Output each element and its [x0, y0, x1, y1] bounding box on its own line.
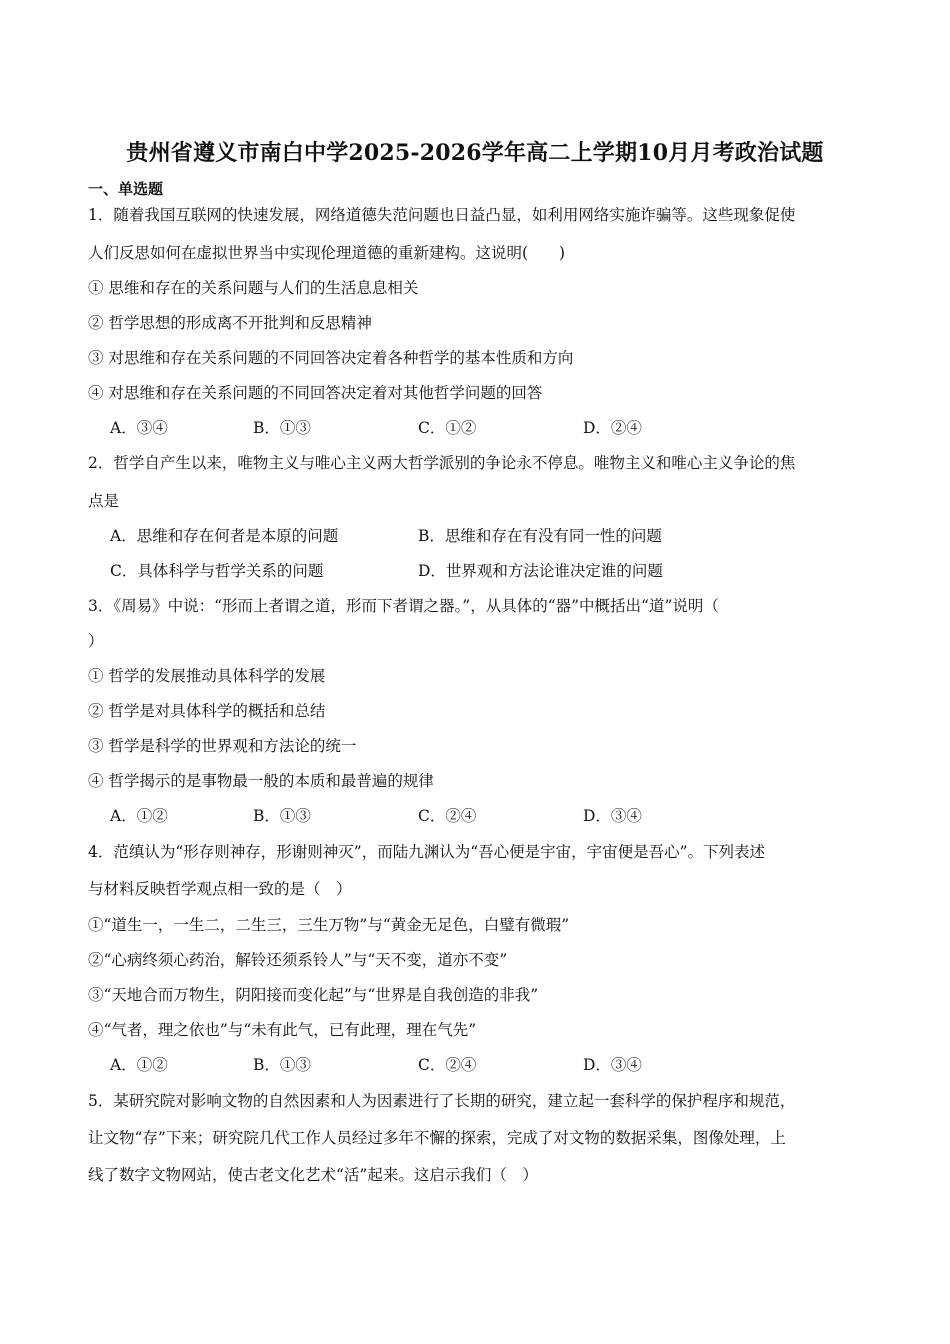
q1-item-3: ③ 对思维和存在关系问题的不同回答决定着各种哲学的基本性质和方向	[88, 349, 574, 367]
q1-item-4: ④ 对思维和存在关系问题的不同回答决定着对其他哲学问题的回答	[88, 384, 543, 402]
q5-stem-line-1: 5．某研究院对影响文物的自然因素和人为因素进行了长期的研究，建立起一套科学的保护程序和规范，	[88, 1092, 796, 1110]
q4-option-b: B．①③	[253, 1056, 311, 1074]
q2-option-a: A．思维和存在何者是本原的问题	[110, 527, 339, 545]
q3-stem-line-2: ）	[88, 632, 104, 650]
q1-option-a: A．③④	[110, 419, 168, 437]
q4-item-4: ④“气者，理之依也”与“未有此气，已有此理，理在气先”	[88, 1021, 477, 1039]
q4-stem-line-2: 与材料反映哲学观点相一致的是（ ）	[88, 880, 352, 898]
q4-item-3: ③“天地合而万物生，阴阳接而变化起”与“世界是自我创造的非我”	[88, 986, 539, 1004]
q3-option-d: D．③④	[583, 807, 642, 825]
q3-item-4: ④ 哲学揭示的是事物最一般的本质和最普遍的规律	[88, 772, 434, 790]
section-heading: 一、单选题	[88, 180, 164, 198]
q1-option-c: C．①②	[418, 419, 477, 437]
q3-option-a: A．①②	[110, 807, 168, 825]
q3-stem-line-1: 3．《周易》中说：“形而上者谓之道，形而下者谓之器。”，从具体的“器”中概括出“道”说明（	[88, 597, 719, 615]
q4-option-c: C．②④	[418, 1056, 477, 1074]
q3-item-2: ② 哲学是对具体科学的概括和总结	[88, 702, 326, 720]
q3-option-c: C．②④	[418, 807, 477, 825]
q2-option-b: B．思维和存在有没有同一性的问题	[418, 527, 662, 545]
q1-stem-line-1: 1．随着我国互联网的快速发展，网络道德失范问题也日益凸显，如利用网络实施诈骗等。这些现象促使	[88, 206, 796, 224]
q5-stem-line-3: 线了数字文物网站，使古老文化艺术“活”起来。这启示我们（ ）	[88, 1166, 538, 1184]
q4-option-a: A．①②	[110, 1056, 168, 1074]
q1-item-2: ② 哲学思想的形成离不开批判和反思精神	[88, 314, 372, 332]
q3-option-b: B．①③	[253, 807, 311, 825]
q3-item-3: ③ 哲学是科学的世界观和方法论的统一	[88, 737, 357, 755]
page-title: 贵州省遵义市南白中学2025-2026学年高二上学期10月月考政治试题	[126, 140, 824, 166]
q2-stem-line-1: 2．哲学自产生以来，唯物主义与唯心主义两大哲学派别的争论永不停息。唯物主义和唯心主义争论的焦	[88, 454, 796, 472]
q1-option-b: B．①③	[253, 419, 311, 437]
q2-option-c: C．具体科学与哲学关系的问题	[110, 562, 324, 580]
q1-stem-line-2: 人们反思如何在虚拟世界当中实现伦理道德的重新建构。这说明( )	[88, 244, 566, 262]
q3-item-1: ① 哲学的发展推动具体科学的发展	[88, 667, 326, 685]
q4-item-2: ②“心病终须心药治，解铃还须系铃人”与“天不变，道亦不变”	[88, 951, 508, 969]
q2-option-d: D．世界观和方法论谁决定谁的问题	[418, 562, 663, 580]
q1-option-d: D．②④	[583, 419, 642, 437]
q1-item-1: ① 思维和存在的关系问题与人们的生活息息相关	[88, 279, 419, 297]
q5-stem-line-2: 让文物“存”下来；研究院几代工作人员经过多年不懈的探索，完成了对文物的数据采集，图像处理，上	[88, 1129, 786, 1147]
q4-option-d: D．③④	[583, 1056, 642, 1074]
q4-stem-line-1: 4．范缜认为“形存则神存，形谢则神灭”，而陆九渊认为“吾心便是宇宙，宇宙便是吾心”。下列表述	[88, 843, 766, 861]
q2-stem-line-2: 点是	[88, 492, 120, 510]
q4-item-1: ①“道生一，一生二，二生三，三生万物”与“黄金无足色，白璧有微瑕”	[88, 916, 570, 934]
